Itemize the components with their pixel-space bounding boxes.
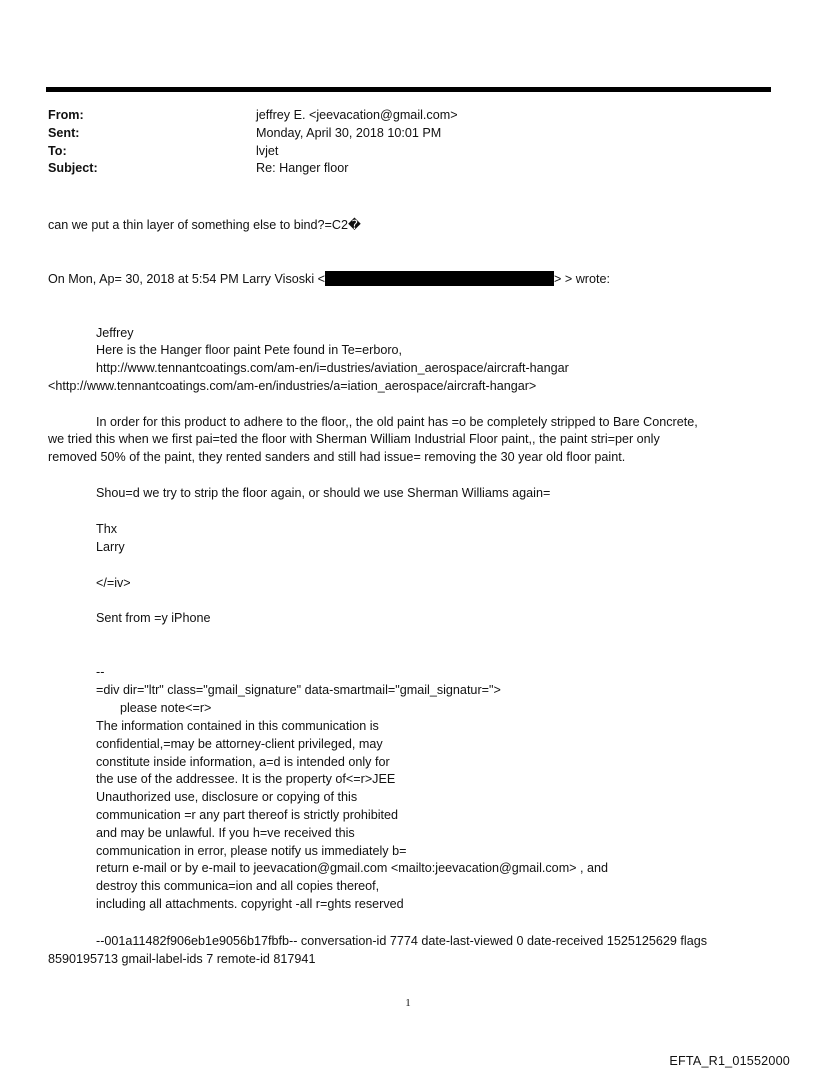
quoted-thx: Thx bbox=[96, 522, 117, 536]
to-label: To: bbox=[48, 143, 67, 158]
quote-intro-pre: On Mon, Ap= 30, 2018 at 5:54 PM Larry Visoski < bbox=[48, 272, 325, 286]
email-header bbox=[48, 107, 458, 178]
disclaimer-line: communication in error, please notify us immediately b= bbox=[96, 843, 407, 858]
quote-intro bbox=[48, 271, 610, 289]
quoted-para1-line3: removed 50% of the paint, they rented sanders and still had issue= removing the 30 year old floor paint. bbox=[48, 450, 626, 464]
quoted-url1: http://www.tennantcoatings.com/am-en/i=dustries/aviation_aerospace/aircraft-hangar bbox=[96, 361, 569, 375]
disclaimer-line: return e-mail or by e-mail to jeevacation@gmail.com <mailto:jeevacation@gmail.com> , and bbox=[96, 861, 609, 876]
to-row bbox=[48, 143, 458, 161]
quoted-question: Shou=d we try to strip the floor again, or should we use Sherman Williams again= bbox=[96, 486, 551, 500]
reply-line: can we put a thin layer of something else to bind?=C2� bbox=[48, 218, 361, 232]
document-id: EFTA_R1_01552000 bbox=[669, 1054, 790, 1068]
from-row bbox=[48, 107, 458, 125]
quoted-greeting: Jeffrey bbox=[96, 326, 134, 340]
quoted-para1-line1: In order for this product to adhere to the floor,, the old paint has =o be completely stripped to Bare Concrete, bbox=[96, 415, 698, 429]
quoted-line1: Here is the Hanger floor paint Pete found in Te=erboro, bbox=[96, 343, 403, 357]
disclaimer-line: the use of the addressee. It is the property of<=r>JEE bbox=[96, 772, 396, 787]
redaction-bar bbox=[325, 271, 554, 286]
quoted-div-close: </=iv> bbox=[96, 576, 131, 590]
page-number: 1 bbox=[405, 997, 411, 1009]
quoted-name: Larry bbox=[96, 540, 125, 554]
top-rule bbox=[46, 87, 771, 92]
quoted-sig-div: =div dir="ltr" class="gmail_signature" data-smartmail="gmail_signatur="> bbox=[96, 683, 501, 697]
meta-line1: --001a11482f906eb1e9056b17fbfb-- conversation-id 7774 date-last-viewed 0 date-received 1525125629 flags bbox=[96, 934, 707, 948]
subject-row bbox=[48, 160, 458, 178]
disclaimer-line: The information contained in this communication is bbox=[96, 719, 379, 733]
disclaimer-block bbox=[96, 718, 608, 914]
meta-line2: 8590195713 gmail-label-ids 7 remote-id 817941 bbox=[48, 952, 316, 966]
disclaimer-line: and may be unlawful. If you h=ve received this bbox=[96, 825, 355, 840]
subject-value: Re: Hanger floor bbox=[256, 161, 349, 176]
subject-label: Subject: bbox=[48, 161, 98, 176]
quoted-sent-from: Sent from =y iPhone bbox=[96, 611, 211, 625]
disclaimer-line: including all attachments. copyright -all r=ghts reserved bbox=[96, 896, 404, 911]
quoted-url2: <http://www.tennantcoatings.com/am-en/industries/a=iation_aerospace/aircraft-hangar> bbox=[48, 379, 537, 393]
sent-value: Monday, April 30, 2018 10:01 PM bbox=[256, 125, 442, 140]
disclaimer-line: constitute inside information, a=d is intended only for bbox=[96, 754, 390, 769]
sent-row bbox=[48, 125, 458, 143]
from-value: jeffrey E. <jeevacation@gmail.com> bbox=[256, 108, 458, 122]
from-label: From: bbox=[48, 108, 84, 122]
disclaimer-line: destroy this communica=ion and all copies thereof, bbox=[96, 879, 380, 894]
quoted-please-note: please note<=r> bbox=[120, 701, 212, 715]
quote-intro-post: > > wrote: bbox=[554, 272, 611, 286]
disclaimer-line: communication =r any part thereof is strictly prohibited bbox=[96, 807, 399, 822]
to-value: lvjet bbox=[256, 143, 279, 158]
quoted-dashes: -- bbox=[96, 665, 105, 679]
disclaimer-line: confidential,=may be attorney-client privileged, may bbox=[96, 736, 383, 751]
quoted-para1-line2: we tried this when we first pai=ted the floor with Sherman William Industrial Floor paint,, the paint stri=per only bbox=[48, 432, 660, 446]
disclaimer-line: Unauthorized use, disclosure or copying of this bbox=[96, 790, 358, 805]
sent-label: Sent: bbox=[48, 125, 80, 140]
